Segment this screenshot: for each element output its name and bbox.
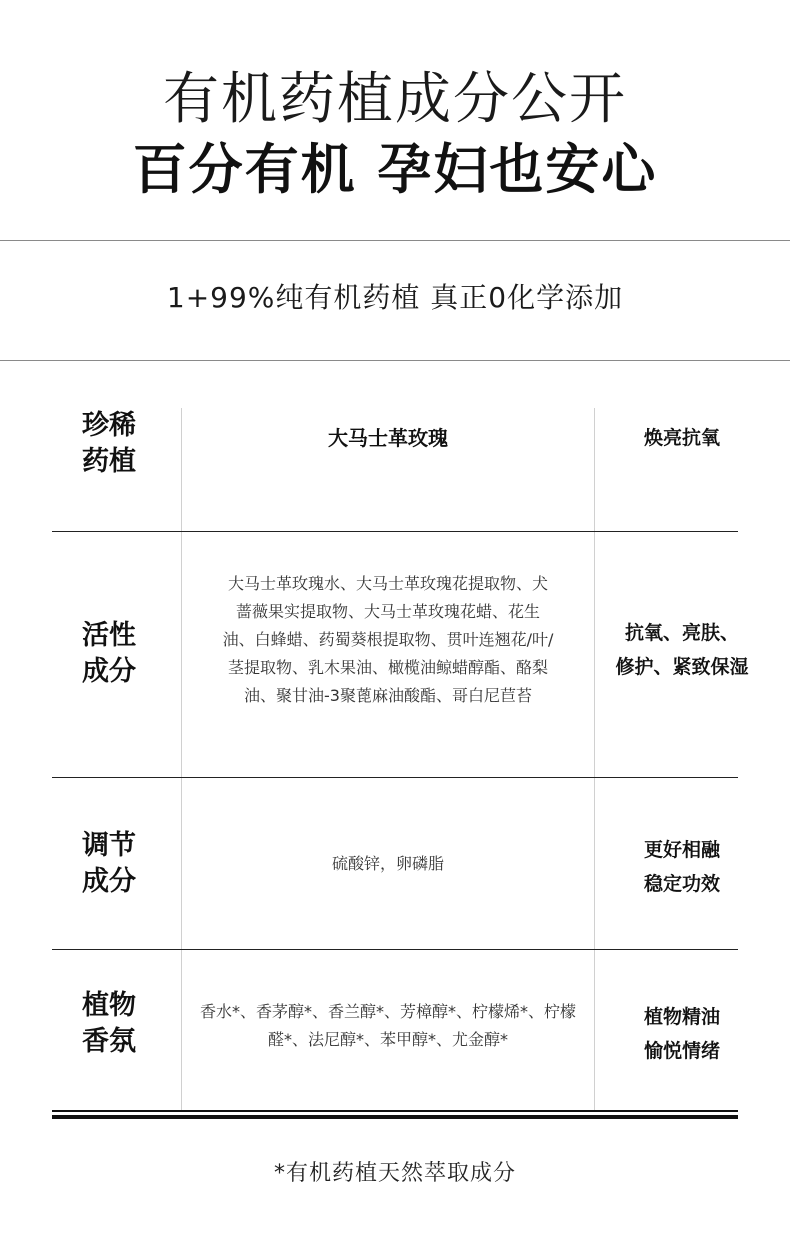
page-subtitle: 1+99%纯有机药植 真正0化学添加 (166, 281, 624, 314)
table-bottom-rule (52, 1110, 738, 1112)
row-ingredients: 大马士革玫瑰 (328, 426, 448, 450)
table-row (52, 950, 738, 1110)
row-effect-line: 焕亮抗氧 (643, 427, 720, 449)
row-effect-line: 修护、紧致保湿 (615, 656, 749, 678)
row-category (52, 828, 170, 900)
row-ingredients: 香水*、香茅醇*、香兰醇*、芳樟醇*、柠檬烯*、柠檬醛*、法尼醇*、苯甲醇*、尤金醇* (199, 1002, 576, 1049)
table-bottom-rule-thick (52, 1115, 738, 1119)
row-category-line: 药植 (82, 446, 136, 477)
row-effect-line: 愉悦情绪 (643, 1040, 720, 1062)
row-ingredients: 硫酸锌，卵磷脂 (331, 854, 444, 873)
row-category-line: 成分 (82, 866, 136, 897)
row-effect (596, 616, 768, 684)
divider-mid (0, 360, 790, 361)
page-title: 有机药植成分公开 (163, 67, 627, 132)
row-ingredients: 大马士革玫瑰水、大马士革玫瑰花提取物、犬蔷薇果实提取物、大马士革玫瑰花蜡、花生油、白蜂蜡、药蜀葵根提取物、贯叶连翘花/叶/茎提取物、乳木果油、橄榄油鲸蜡醇酯、酪梨油、聚甘油-3聚蓖麻油酸酯、哥白尼苣苔 (222, 574, 554, 705)
row-effect (596, 833, 768, 901)
row-category-line: 活性 (82, 620, 136, 651)
divider-top (0, 240, 790, 241)
row-category-line: 成分 (82, 656, 136, 687)
row-effect-line: 更好相融 (643, 839, 720, 861)
row-category-line: 调节 (82, 830, 136, 861)
row-category-line: 香氛 (82, 1026, 136, 1057)
table-row (52, 778, 738, 949)
page-headline: 百分有机 孕妇也安心 (132, 138, 658, 201)
table-row (52, 408, 738, 531)
row-effect (596, 1000, 768, 1068)
row-category (52, 618, 170, 690)
row-category (52, 408, 170, 480)
table-row (52, 532, 749, 777)
row-category (52, 988, 170, 1060)
row-effect-line: 植物精油 (643, 1006, 720, 1028)
row-effect-line: 稳定功效 (643, 873, 720, 895)
row-effect-line: 抗氧、亮肤、 (624, 622, 739, 644)
row-category-line: 珍稀 (82, 410, 136, 441)
row-category-line: 植物 (82, 990, 136, 1021)
row-effect (596, 421, 768, 455)
footnote: *有机药植天然萃取成分 (273, 1161, 516, 1186)
